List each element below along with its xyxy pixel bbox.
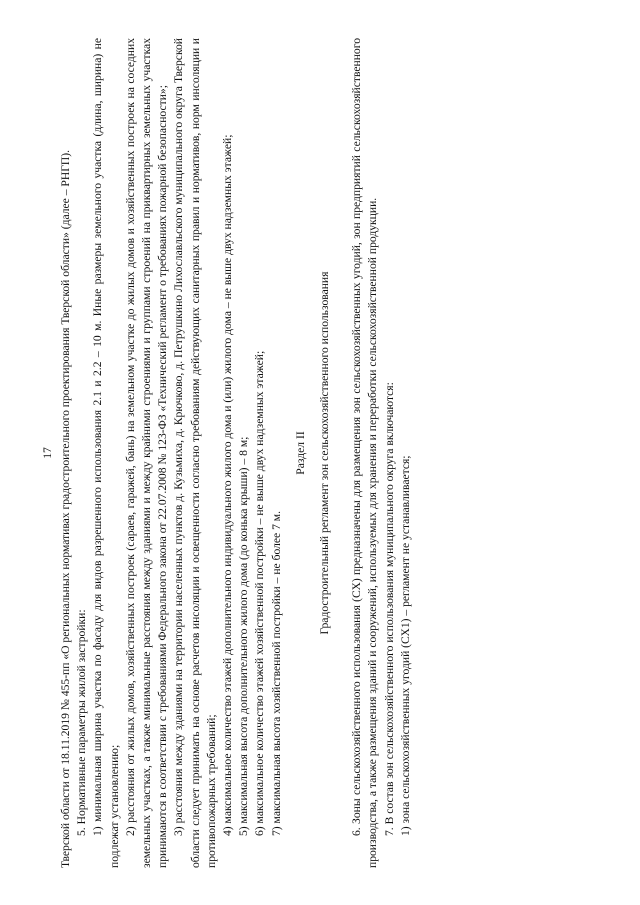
rotated-page-content [40, 38, 600, 868]
paragraph-item-7: 7. В состав зон сельскохозяйственного использования муниципального округа включаются: [382, 382, 396, 836]
spacer [309, 38, 317, 868]
paragraph-subitem-2: 2) расстояния от жилых домов, хозяйственных построек (сараев, гаражей, бань) на земельном участке до жилых домов и хозяйственных построек на соседних земельных участках, а также минимальные расстояния между зданиями и между крайними строениями и группами строений на приквартирных земельных участках принимаются в соответствии с требованиями Федерального закона от 22.07.2008 № 123-ФЗ «Технический регламент о требованиях пожарной безопасности»; [123, 38, 170, 868]
paragraph-subitem-6: 6) максимальное количество этажей хозяйственной постройки – не выше двух надземных этажей; [253, 350, 267, 836]
spacer [333, 38, 341, 868]
paragraph-subitem-1: 1) минимальная ширина участка по фасаду для видов разрешенного использования 2.1 и 2.2 – 10 м. Иные размеры земельного участка (длина, ширина) не подлежат установлению; [91, 38, 121, 868]
paragraph-item-5: 5. Нормативные параметры жилой застройки: [75, 609, 89, 836]
paragraph-item-6: 6. Зоны сельскохозяйственного использования (СХ) предназначены для размещения зон сельскохозяйственных угодий, зон предприятий сельскохозяйственного производства, а также размещения зданий и сооружений, используемых для хранения и переработки сельскохозяйственной продукции. [350, 38, 380, 868]
paragraph-subitem-7: 7) максимальная высота хозяйственной постройки – не более 7 м. [269, 510, 283, 836]
page-number: 17 [41, 447, 54, 459]
paragraph-continuation: Тверской области от 18.11.2019 № 455-пп «О региональных нормативах градостроительного проектирования Тверской области» (далее – РНГП). [59, 149, 72, 868]
paragraph-subitem-5: 5) максимальная высота дополнительного жилого дома (до конька крыши) – 8 м; [237, 436, 251, 836]
paragraph-subitem-sx1: 1) зона сельскохозяйственных угодий (СХ1) – регламент не устанавливается; [398, 455, 412, 836]
section-title: Раздел II [293, 431, 307, 475]
spacer [285, 38, 293, 868]
paragraph-subitem-3: 3) расстояния между зданиями на территории населенных пунктов д. Кузьмиха, д. Крючково, д. Петрушкино Лихославльского муниципального округа Тверской области следует принимать на основе расчетов инсоляции и освещенности согласно требованиям действующих санитарных правил и нормативов, норм инсоляции и противопожарных требований; [172, 38, 218, 868]
section-subtitle: Градостроительный регламент зон сельскохозяйственного использования [318, 271, 332, 635]
spacer [341, 38, 349, 868]
paragraph-subitem-4: 4) максимальное количество этажей дополнительного индивидуального жилого дома и (или) жилого дома – не выше двух надземных этажей; [221, 134, 235, 836]
